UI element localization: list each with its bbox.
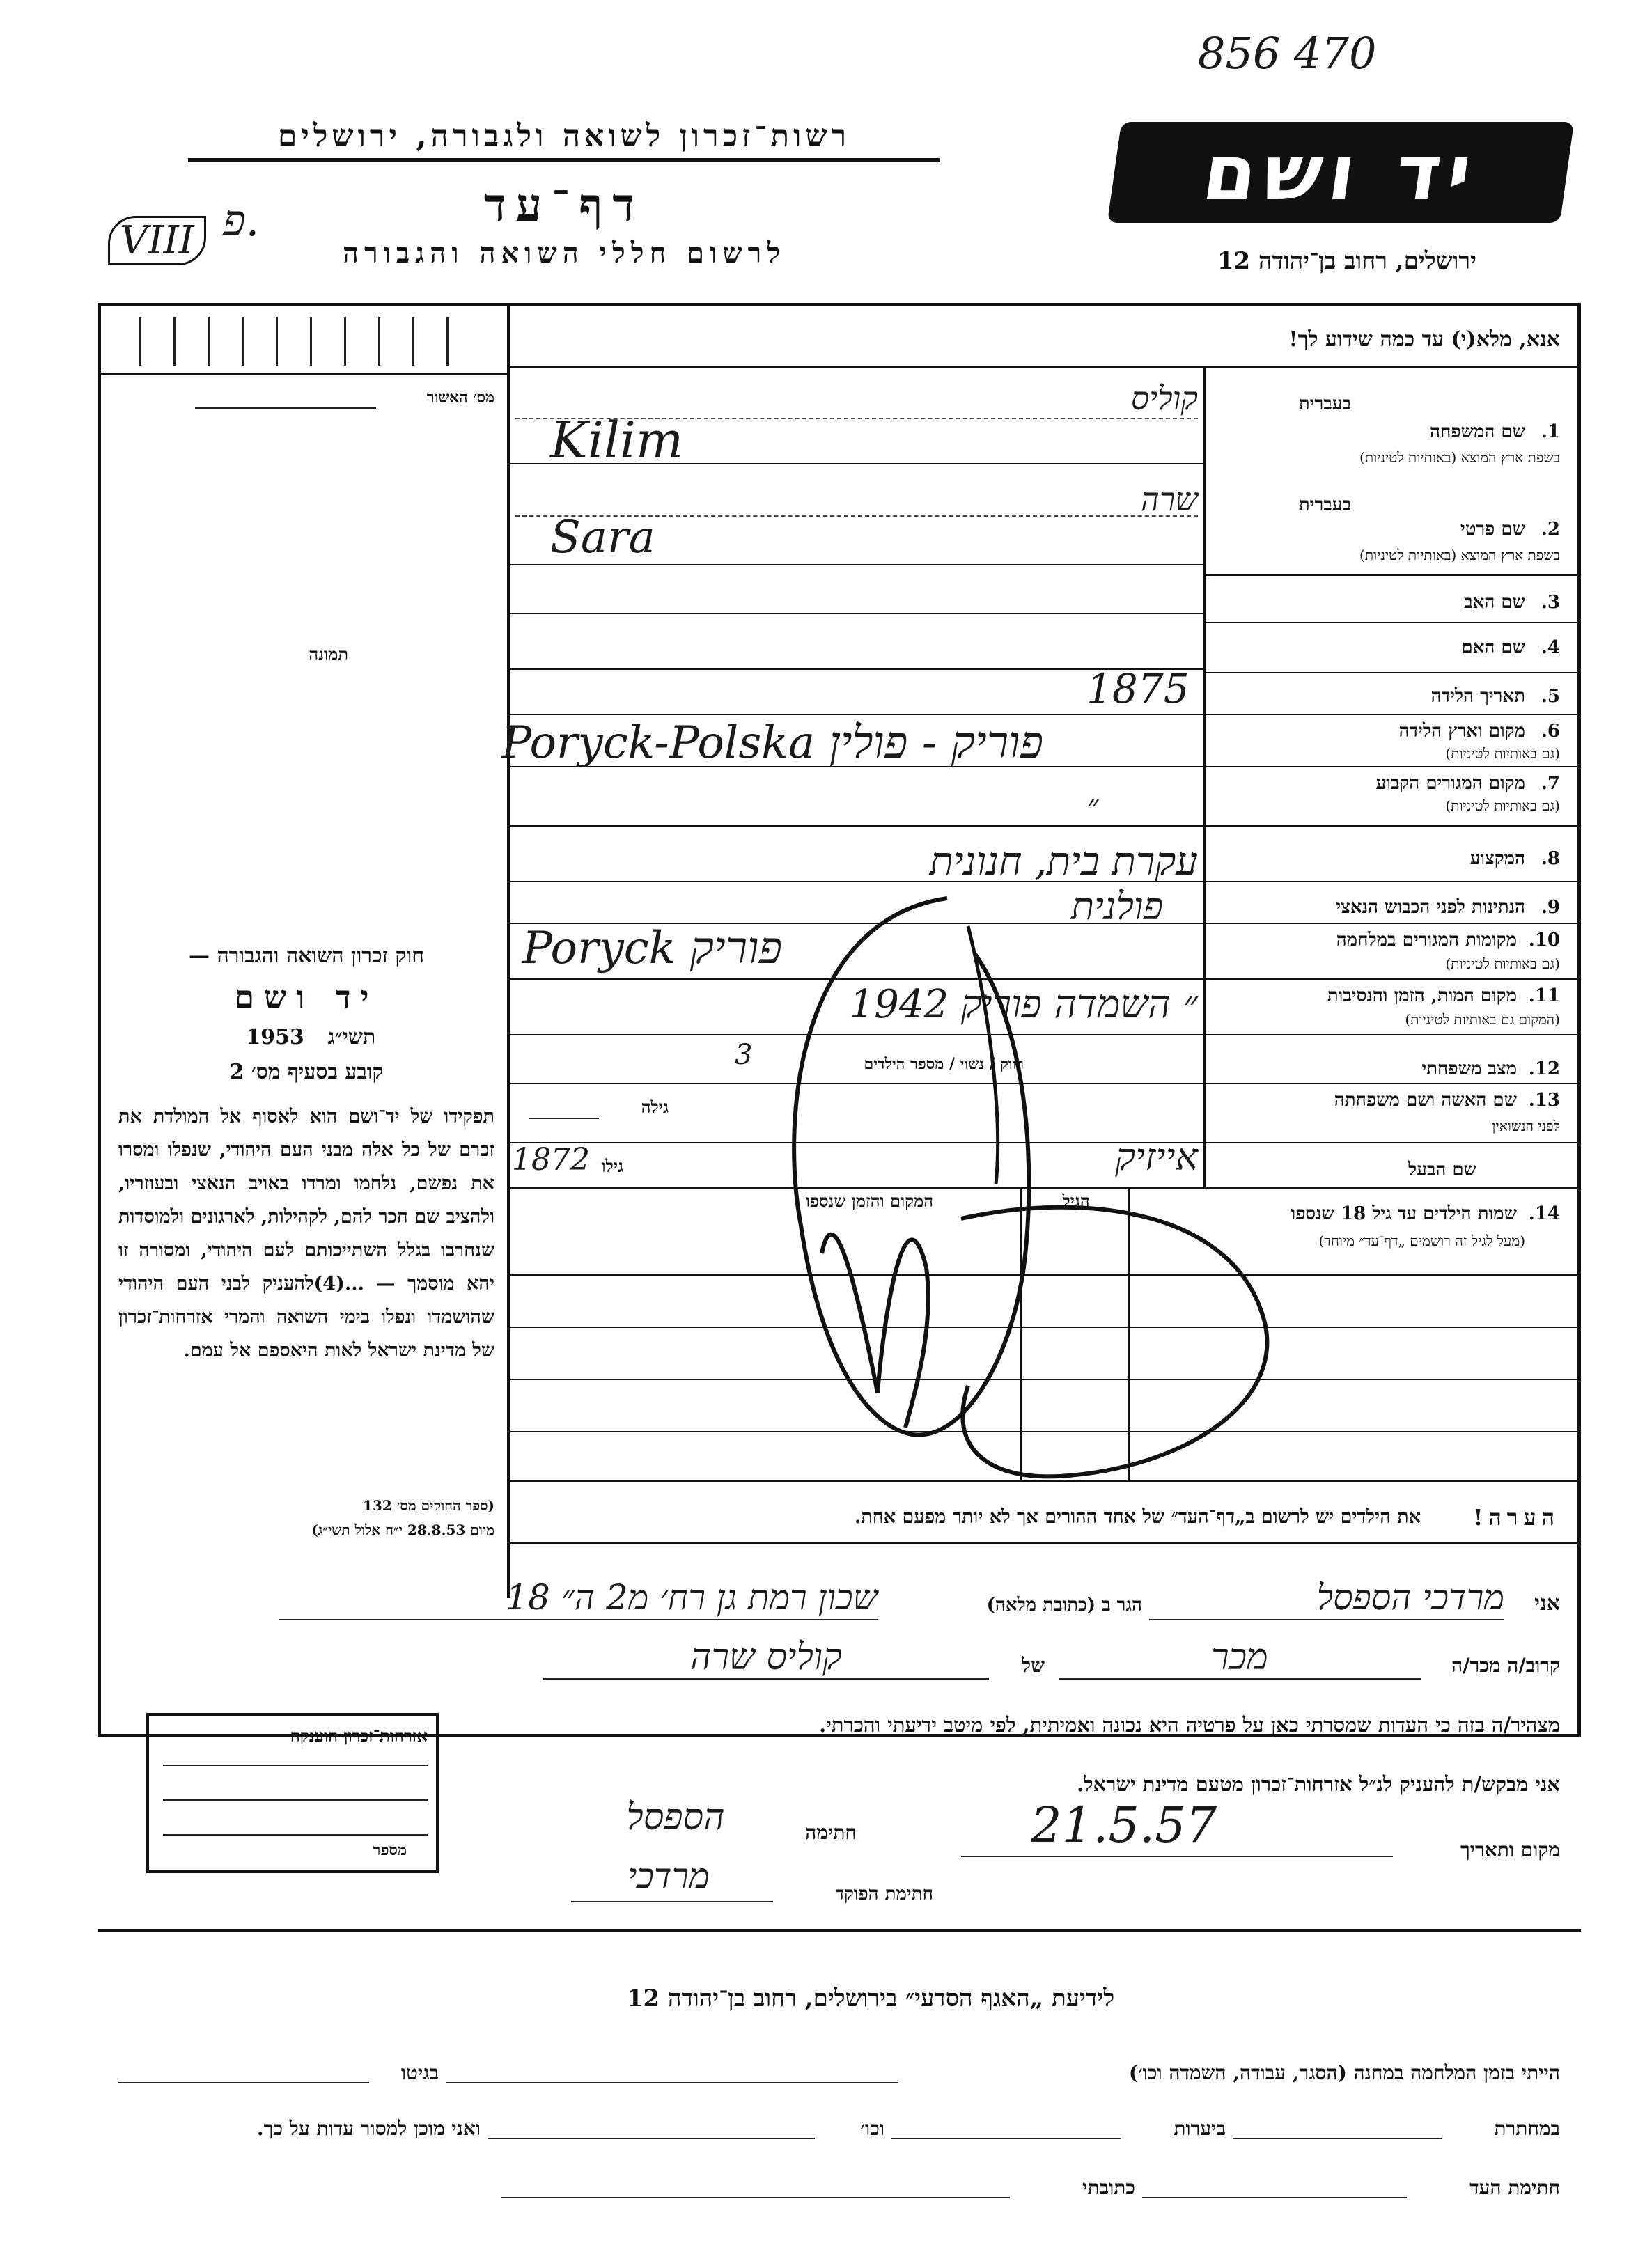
- note-prefix: הערה!: [1473, 1504, 1560, 1531]
- law-source-1: (ספר החוקים מס׳ 132: [363, 1497, 494, 1514]
- field-12-number: 12.: [1528, 1058, 1560, 1079]
- field-3-label: שם האב: [1464, 592, 1525, 613]
- field-3-number: 3.: [1541, 592, 1560, 613]
- field-1-label: שם המשפחה: [1430, 421, 1525, 442]
- field-7-label: מקום המגורים הקבוע: [1375, 773, 1525, 794]
- field-13-sub: לפני הנשואין: [1492, 1118, 1560, 1134]
- field-2-sub: בשפת ארץ המוצא (באותיות לטיניות): [1359, 547, 1560, 563]
- field-4-label: שם האם: [1461, 637, 1525, 658]
- of-label: של: [1022, 1654, 1045, 1677]
- institution-name: רשות־זכרון לשואה ולגבורה, ירושלים: [188, 118, 940, 162]
- field-11-value: ״ השמדה פוריק 1942: [849, 982, 1198, 1027]
- footer-title: לידיעת „האגף הסדעי״ בירושלים, רחוב בן־יהודה 12: [626, 1985, 1115, 2012]
- field-9-number: 9.: [1541, 897, 1560, 918]
- field-10-label: מקומות המגורים במלחמה: [1336, 930, 1517, 951]
- wife-age-label: גילה: [641, 1097, 669, 1117]
- citizenship-box: [146, 1713, 439, 1873]
- field-6-number: 6.: [1541, 721, 1560, 742]
- children-number: 14.: [1528, 1203, 1560, 1224]
- law-title: חוק זכרון השואה והגבורה —: [189, 944, 424, 968]
- field-12-sub: רווק / נשוי / מספר הילדים: [864, 1055, 1024, 1073]
- field-7-sub: (גם באותיות לטיניות): [1445, 797, 1560, 814]
- field-4-number: 4.: [1541, 637, 1560, 658]
- footer-line2-b: ביערות: [1174, 2117, 1226, 2140]
- field-1-value-hebrew: קוליס: [1130, 380, 1198, 417]
- husband-name-value: אייזיק: [1115, 1135, 1198, 1179]
- law-name: יד ושם: [234, 978, 379, 1016]
- field-10-number: 10.: [1528, 930, 1560, 951]
- intro-text: אנא, מלא(י) עד כמה שידוע לך!: [1288, 327, 1560, 352]
- residing-label: הגר ב (כתובת מלאה): [986, 1595, 1142, 1616]
- relation-value: מכר: [1211, 1636, 1268, 1678]
- field-2-value-latin: Sara: [550, 512, 655, 563]
- official-signature-label: חתימת הפוקד: [835, 1884, 933, 1905]
- field-10-sub: (גם באותיות לטיניות): [1445, 955, 1560, 972]
- field-1-value-latin: Kilim: [550, 411, 684, 469]
- field-11-number: 11.: [1528, 985, 1560, 1006]
- field-8-label: המקצוע: [1469, 848, 1525, 869]
- margin-note-a: פ.: [223, 195, 260, 246]
- lang-tag-2: בעברית: [1298, 494, 1351, 515]
- signature-label: חתימה: [805, 1821, 857, 1844]
- field-7-number: 7.: [1541, 773, 1560, 794]
- deceased-name: קוליס שרה: [689, 1636, 843, 1678]
- field-2-number: 2.: [1541, 519, 1560, 540]
- law-body: תפקידו של יד־ושם הוא לאסוף אל המולדת את זכרם של כל אלה מבני העם היהודי, שנפלו ומסרו את נפשם, נלחמו ומרדו באויב הנאצי ובעוזריו, ולהציב שם חכר להם, לקהילות, לארגונים ולמוסדות שנחרבו בגלל השתייכותם לעם היהודי, ומסורה זו יהא מוסמך — ...(4)להעניק לבני העם היהודי שהושמדו ונפלו בימי השואה והמרי אזרחות־זכרון של מדינת ישראל לאות היאספם אל עמם.: [118, 1106, 494, 1361]
- address: ירושלים, רחוב בן־יהודה 12: [1217, 247, 1476, 275]
- declaration-i-label: אני: [1534, 1591, 1560, 1616]
- footer-line2-d: ואני מוכן למסור עדות על כך.: [256, 2117, 481, 2140]
- law-year-hebrew: תשי״ג: [327, 1025, 376, 1049]
- field-9-label: הנתינות לפני הכבוש הנאצי: [1336, 897, 1525, 918]
- citizenship-box-title: אזרחות־זכרון הוענקה: [290, 1726, 428, 1746]
- reference-number: 856 470: [1198, 28, 1377, 79]
- field-7-value: ״: [1086, 787, 1099, 824]
- field-1-number: 1.: [1541, 421, 1560, 442]
- lang-tag-1: בעברית: [1298, 393, 1351, 414]
- field-2-label: שם פרטי: [1460, 519, 1525, 540]
- place-date-label: מקום ותאריך: [1460, 1838, 1560, 1861]
- field-13-number: 13.: [1528, 1090, 1560, 1111]
- field-12-label: מצב משפחתי: [1421, 1058, 1517, 1079]
- declaration-statement: מצהיר/ה בזה כי העדות שמסרתי כאן על פרטיה היא נכונה ואמיתית, לפי מיטב ידיעתי והכרתי.: [819, 1713, 1560, 1737]
- footer-line1-a: הייתי בזמן המלחמה במחנה (הסגר, עבודה, השמדה וכו׳): [1128, 2061, 1560, 2084]
- witness-name: מרדכי הספסל: [1316, 1577, 1504, 1618]
- margin-note-b: VIII: [108, 216, 206, 265]
- form-subtitle: לרשום חללי השואה והגבורה: [342, 237, 786, 269]
- law-year: 1953: [246, 1025, 304, 1049]
- footer-line3-b: כתובתי: [1082, 2176, 1135, 2199]
- relation-label: קרוב/ה מכר/ה: [1451, 1654, 1560, 1677]
- law-source-2: מיום 28.8.53 י״ח אלול תשי״ג): [311, 1522, 494, 1538]
- children-age-header: הגיל: [1062, 1191, 1090, 1211]
- sidebar-tick-boxes: [139, 317, 501, 373]
- field-5-number: 5.: [1541, 686, 1560, 707]
- husband-label: שם הבעל: [1408, 1159, 1476, 1180]
- signature-value: הספסל: [626, 1797, 725, 1838]
- note-text: את הילדים יש לרשום ב„דף־העד״ של אחד ההורים אך לא יותר מפעם אחת.: [854, 1506, 1421, 1528]
- field-1-sub: בשפת ארץ המוצא (באותיות לטיניות): [1359, 449, 1560, 466]
- field-9-value: פולנית: [1070, 884, 1163, 928]
- footer-line2-c: וכו׳: [860, 2117, 884, 2140]
- witness-address: שכון רמת גן רח׳ מ2 ה״ 18: [506, 1577, 878, 1618]
- official-signature-value: מרדכי: [627, 1856, 710, 1896]
- field-6-label: מקום וארץ הלידה: [1398, 721, 1525, 742]
- declaration-request: אני מבקש/ת להעניק לנ״ל אזרחות־זכרון מטעם מדינת ישראל.: [1077, 1772, 1560, 1796]
- footer-line3-a: חתימת העד: [1469, 2176, 1560, 2199]
- citizenship-number-label: מספר: [373, 1841, 407, 1859]
- date-value: 21.5.57: [1031, 1797, 1217, 1854]
- field-6-value: Poryck-Polska פוריק - פולין: [501, 717, 1044, 769]
- husband-age-value: 1872: [512, 1142, 590, 1178]
- footer-line2-a: במחתרת: [1494, 2117, 1560, 2140]
- law-clause: קובע בסעיף מס׳ 2: [229, 1060, 384, 1084]
- photo-label: תמונה: [309, 644, 348, 664]
- field-8-value: עקרת בית, חנונית: [929, 839, 1198, 884]
- footer-line1-b: בגיטו: [400, 2061, 439, 2084]
- logo-text: יד ושם: [1197, 127, 1484, 217]
- field-5-value: 1875: [1086, 665, 1190, 712]
- field-11-sub: (המקום גם באותיות לטיניות): [1405, 1011, 1560, 1028]
- field-2-value-hebrew: שרה: [1140, 480, 1198, 518]
- field-6-sub: (גם באותיות לטיניות): [1445, 745, 1560, 762]
- field-12-value: 3: [735, 1039, 753, 1071]
- field-10-value: Poryck פוריק: [522, 923, 783, 974]
- field-11-label: מקום המות, הזמן והנסיבות: [1327, 985, 1517, 1006]
- field-13-label: שם האשה ושם משפחתה: [1334, 1090, 1517, 1111]
- field-8-number: 8.: [1541, 848, 1560, 869]
- children-label: שמות הילדים עד גיל 18 שנספו: [1291, 1203, 1517, 1224]
- approval-number-label: מס׳ האשור: [426, 389, 494, 407]
- children-place-header: המקום והזמן שנספו: [805, 1191, 933, 1211]
- field-5-label: תאריך הלידה: [1430, 686, 1525, 707]
- yad-vashem-logo: [1107, 122, 1574, 223]
- husband-age-label: גילו: [601, 1156, 623, 1176]
- form-title: דף־עד: [483, 178, 645, 232]
- children-sub: (מעל לגיל זה רושמים „דף־עד״ מיוחד): [1318, 1233, 1525, 1249]
